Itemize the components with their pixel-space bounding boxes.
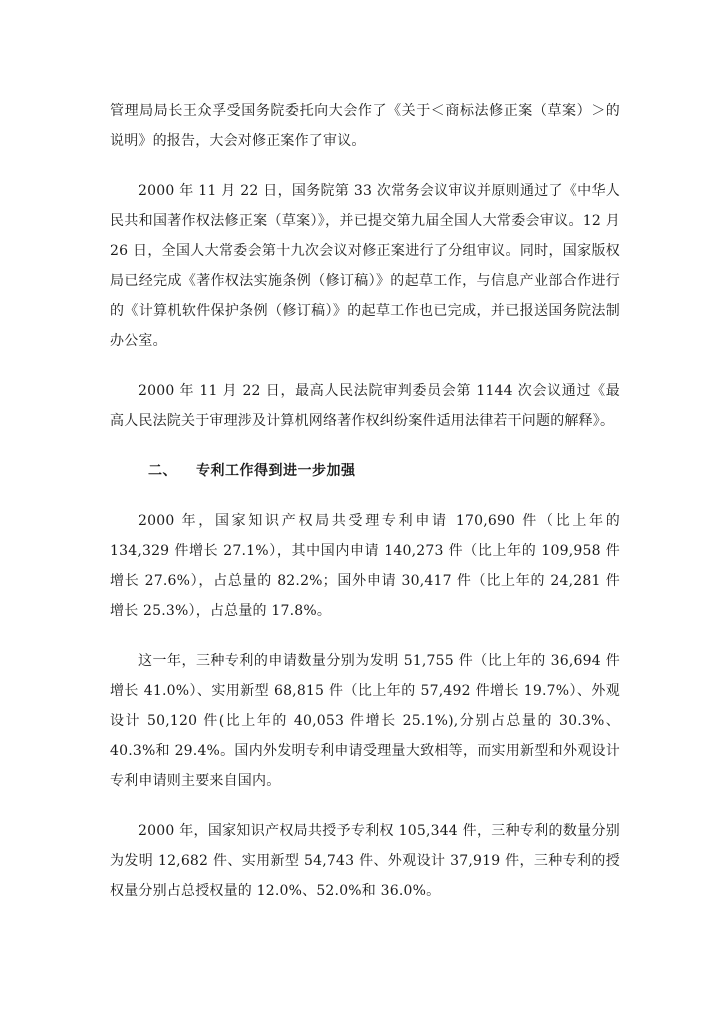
paragraph-patent-applications: 2000 年，国家知识产权局共受理专利申请 170,690 件（比上年的 134,329 件增长 27.1%），其中国内申请 140,273 件（比上年的 109,958 件增长 27.6%），占总量的 82.2%；国外申请 30,417 件（比上年的 24,281 件增长 25.3%），占总量的 17.8%。 <box>110 513 620 619</box>
section-heading <box>110 456 620 486</box>
section-number: 二、 <box>148 463 177 479</box>
document-page <box>110 96 620 926</box>
paragraph-trademark-report: 管理局局长王众孚受国务院委托向大会作了《关于＜商标法修正案（草案）＞的说明》的报告，大会对修正案作了审议。 <box>110 103 620 149</box>
section-title: 专利工作得到进一步加强 <box>196 463 356 479</box>
paragraph-copyright-amendment: 2000 年 11 月 22 日，国务院第 33 次常务会议审议并原则通过了《中华人民共和国著作权法修正案（草案）》，并已提交第九届全国人大常委会审议。12 月 26 日，全国人大常委会第十九次会议对修正案进行了分组审议。同时，国家版权局已经完成《著作权法实施条例（修订稿）》的起草工作，与信息产业部合作进行的《计算机软件保护条例（修订稿）》的起草工作也已完成，并已报送国务院法制办公室。 <box>110 183 620 349</box>
paragraph-patent-grants: 2000 年，国家知识产权局共授予专利权 105,344 件，三种专利的数量分别为发明 12,682 件、实用新型 54,743 件、外观设计 37,919 件，三种专利的授权量分别占总授权量的 12.0%、52.0%和 36.0%。 <box>110 823 620 899</box>
paragraph-supreme-court-interpretation: 2000 年 11 月 22 日，最高人民法院审判委员会第 1144 次会议通过《最高人民法院关于审理涉及计算机网络著作权纠纷案件适用法律若干问题的解释》。 <box>110 383 620 429</box>
paragraph-patent-types: 这一年，三种专利的申请数量分别为发明 51,755 件（比上年的 36,694 件增长 41.0%）、实用新型 68,815 件（比上年的 57,492 件增长 19.7%）、外观设计 50,120 件(比上年的 40,053 件增长 25.1%),分别占总量的 30.3%、40.3%和 29.4%。国内外发明专利申请受理量大致相等，而实用新型和外观设计专利申请则主要来自国内。 <box>110 653 620 789</box>
